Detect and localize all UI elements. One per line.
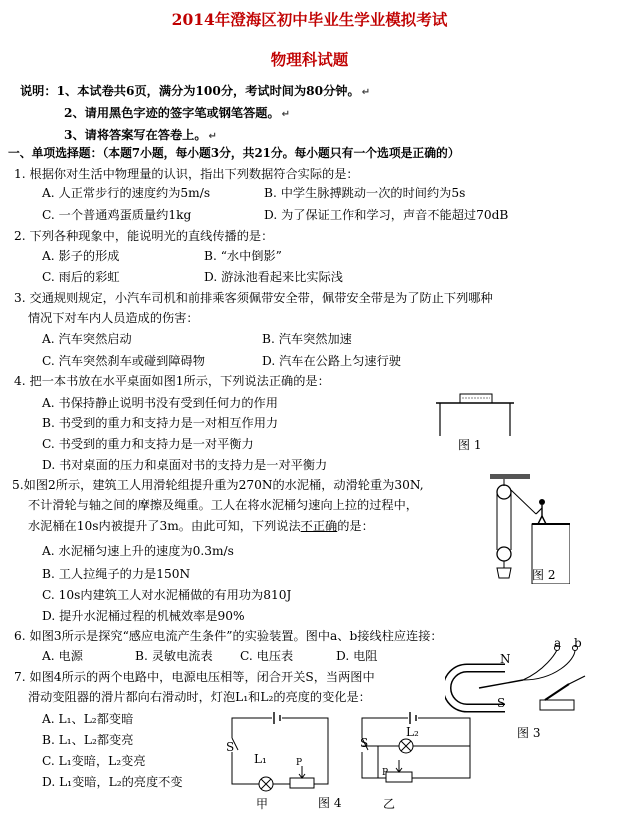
exam-title: 2014年澄海区初中毕业生学业模拟考试 <box>171 10 448 29</box>
q1-option-c: C. 一个普通鸡蛋质量约1kg <box>42 208 192 222</box>
figure-4-jia-lamp: L₁ <box>254 752 267 766</box>
figure-4-jia-slider: P <box>296 758 303 768</box>
q7-option-b: B. L₁、L₂都变亮 <box>42 733 134 747</box>
q5-stem-line-2: 不计滑轮与轴之间的摩擦及绳重。工人在将水泥桶匀速向上拉的过程中， <box>28 498 418 512</box>
q2-option-a: A. 影子的形成 <box>42 249 120 263</box>
figure-4-circuit-yi <box>358 712 478 792</box>
q6-option-c: C. 电压表 <box>240 649 294 663</box>
q4-option-c: C. 书受到的重力和支持力是一对平衡力 <box>42 437 254 451</box>
q2-option-d: D. 游泳池看起来比实际浅 <box>204 270 343 284</box>
q7-option-a: A. L₁、L₂都变暗 <box>42 712 134 726</box>
q4-option-d: D. 书对桌面的压力和桌面对书的支持力是一对平衡力 <box>42 458 328 472</box>
figure-4-yi-label: 乙 <box>383 797 396 811</box>
q3-option-b: B. 汽车突然加速 <box>262 332 352 346</box>
q1-option-d: D. 为了保证工作和学习，声音不能超过70dB <box>264 208 509 222</box>
figure-1-label: 图 1 <box>458 438 482 452</box>
q2-stem: 2. 下列各种现象中，能说明光的直线传播的是： <box>14 229 274 243</box>
q4-option-b: B. 书受到的重力和支持力是一对相互作用力 <box>42 416 279 430</box>
figure-3-terminal-b: b <box>574 636 582 650</box>
q1-option-a: A. 人正常步行的速度约为5m/s <box>42 186 211 200</box>
q7-option-d: D. L₁变暗，L₂的亮度不变 <box>42 775 183 789</box>
q7-stem-line-1: 7. 如图4所示的两个电路中，电源电压相等，闭合开关S，当两图中 <box>14 670 375 684</box>
figure-4-yi-slider: P <box>382 768 389 778</box>
figure-4-jia-switch: S <box>226 740 235 754</box>
instructions-line-2: 2、请用黑色字迹的签字笔或钢笔答题。 ↵ <box>64 106 291 120</box>
q5-option-c: C. 10s内建筑工人对水泥桶做的有用功为810J <box>42 588 292 602</box>
figure-4-label: 图 4 <box>318 796 342 810</box>
figure-2-label: 图 2 <box>532 568 556 582</box>
figure-4-circuit-jia <box>228 712 338 792</box>
q7-stem-line-2: 滑动变阻器的滑片都向右滑动时，灯泡L₁和L₂的亮度的变化是： <box>28 690 371 704</box>
q1-option-b: B. 中学生脉搏跳动一次的时间约为5s <box>264 186 466 200</box>
q7-option-c: C. L₁变暗，L₂变亮 <box>42 754 146 768</box>
figure-4-yi-lamp: L₂ <box>406 725 419 739</box>
figure-3-s-pole: S <box>497 696 506 710</box>
q2-option-b: B. “水中倒影” <box>204 249 282 263</box>
q3-option-d: D. 汽车在公路上匀速行驶 <box>262 354 401 368</box>
q5-emphasis: 不正确 <box>300 519 338 533</box>
q5-stem-line-1: 5.如图2所示，建筑工人用滑轮组提升重为270N的水泥桶，动滑轮重为30N, <box>12 478 424 492</box>
section-heading: 一、单项选择题：（本题7小题，每小题3分，共21分。每小题只有一个选项是正确的） <box>8 146 460 160</box>
q6-stem: 6. 如图3所示是探究“感应电流产生条件”的实验装置。图中a、b接线柱应连接： <box>14 629 443 643</box>
q3-option-a: A. 汽车突然启动 <box>42 332 132 346</box>
exam-subtitle: 物理科试题 <box>270 50 349 69</box>
q5-option-b: B. 工人拉绳子的力是150N <box>42 567 191 581</box>
figure-4-jia-label: 甲 <box>256 797 269 811</box>
q3-option-c: C. 汽车突然刹车或碰到障碍物 <box>42 354 205 368</box>
figure-3-terminal-a: a <box>554 636 562 650</box>
q2-option-c: C. 雨后的彩虹 <box>42 270 120 284</box>
q4-option-a: A. 书保持静止说明书没有受到任何力的作用 <box>42 396 278 410</box>
instructions-line-1: 说明：1、本试卷共6页，满分为100分，考试时间为80分钟。 ↵ <box>20 84 371 98</box>
q6-option-b: B. 灵敏电流表 <box>135 649 213 663</box>
q6-option-a: A. 电源 <box>42 649 83 663</box>
instructions-label: 说明： <box>20 84 57 98</box>
q5-stem-line-3: 水泥桶在10s内被提升了3m。由此可知，下列说法不正确的是： <box>28 519 374 533</box>
figure-3-n-pole: N <box>500 652 511 666</box>
q6-option-d: D. 电阻 <box>336 649 378 663</box>
q4-stem: 4. 把一本书放在水平桌面如图1所示，下列说法正确的是： <box>14 374 330 388</box>
q3-stem-line-2: 情况下对车内人员造成的伤害： <box>28 311 199 325</box>
figure-3-label: 图 3 <box>517 726 541 740</box>
figure-1-book-on-table <box>430 390 520 440</box>
q5-option-d: D. 提升水泥桶过程的机械效率是90% <box>42 609 245 623</box>
instructions-line-3: 3、请将答案写在答卷上。 ↵ <box>64 128 217 142</box>
figure-4-yi-switch: S <box>360 736 369 750</box>
q5-option-a: A. 水泥桶匀速上升的速度为0.3m/s <box>42 544 234 558</box>
q1-stem: 1. 根据你对生活中物理量的认识，指出下列数据符合实际的是： <box>14 167 359 181</box>
figure-2-pulley-system <box>490 474 570 584</box>
q3-stem-line-1: 3. 交通规则规定，小汽车司机和前排乘客须佩带安全带，佩带安全带是为了防止下列哪种 <box>14 291 493 305</box>
